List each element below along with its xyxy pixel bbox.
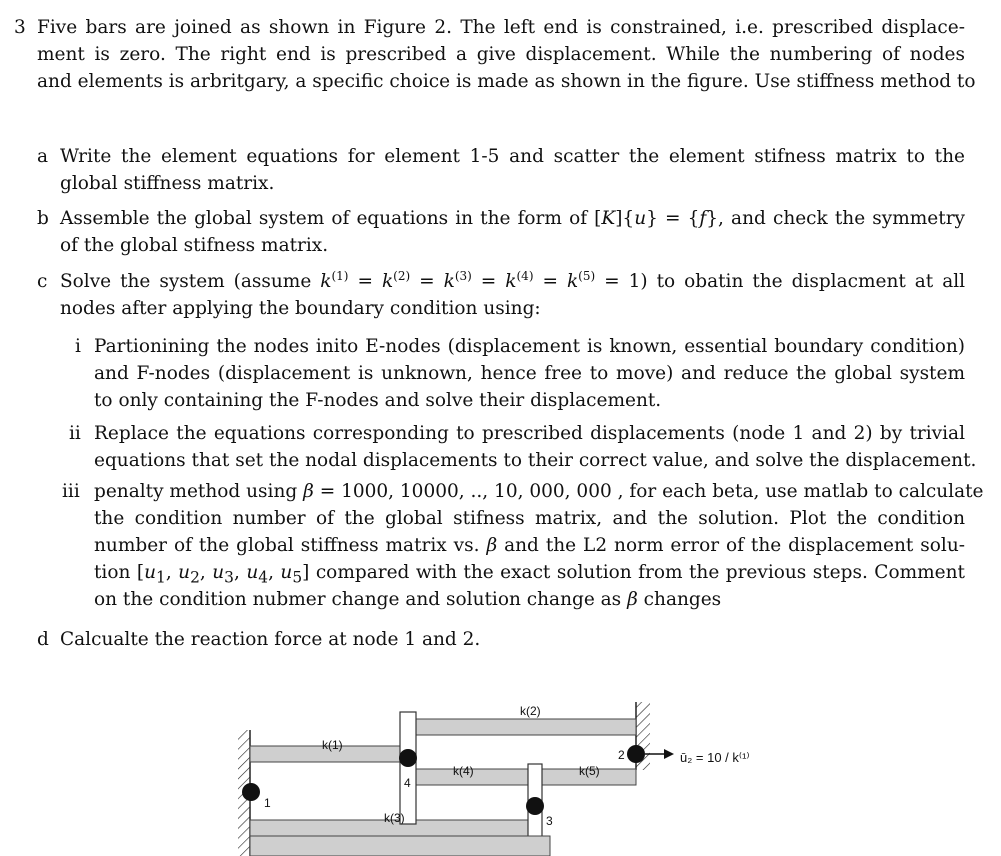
part-c-ii-line-2: equations that set the nodal displacements to their correct value, and solve the displacement. (94, 450, 977, 471)
part-b-line-2: of the global stifness matrix. (60, 235, 329, 256)
label-k1: k(1) (322, 738, 343, 752)
part-c-iii-line-5: on the condition nubmer change and solution change as β changes (94, 589, 722, 610)
intro-line-2: ment is zero. The right end is prescribed a give displacement. While the numbering of nodes (37, 44, 965, 65)
problem-number: 3 (14, 17, 26, 38)
part-c-iii-line-1: penalty method using β = 1000, 10000, .., 10, 000, 000 , for each beta, use matlab to calculate (94, 481, 984, 502)
part-c-i-line-2: and F-nodes (displacement is unknown, hence free to move) and reduce the global system (94, 363, 965, 384)
part-a-line-2: global stiffness matrix. (60, 173, 275, 194)
part-a-label: a (37, 146, 49, 167)
part-d-text: Calcualte the reaction force at node 1 and 2. (60, 629, 481, 650)
part-c-iii-line-2: the condition number of the global stifness matrix, and the solution. Plot the condition (94, 508, 965, 529)
part-c-ii-label: ii (69, 423, 81, 444)
node-3-dot (526, 797, 544, 815)
label-k2: k(2) (520, 704, 541, 718)
part-c-label: c (37, 271, 48, 292)
part-b-label: b (37, 208, 49, 229)
part-c-line-1: Solve the system (assume $k^{(1)} = k^{(2)} = k^{(3)} = k^{(4)} = k^{(5)} = 1$) to obatin the displacment at all (60, 269, 966, 292)
label-node-3: 3 (546, 814, 553, 828)
node-1-dot (242, 783, 260, 801)
intro-line-1: Five bars are joined as shown in Figure 2. The left end is constrained, i.e. prescribed displace- (37, 17, 965, 38)
label-prescribed-displacement: ū₂ = 10 / k⁽¹⁾ (680, 750, 750, 765)
label-node-4: 4 (404, 776, 411, 790)
part-b-line-1: Assemble the global system of equations in the form of [K]{u} = {f}, and check the symmetry (60, 208, 965, 229)
label-node-2: 2 (618, 748, 625, 762)
part-c-i-line-1: Partionining the nodes inito E-nodes (displacement is known, essential boundary condition) (94, 336, 965, 357)
intro-line-3: and elements is arbritgary, a specific choice is made as shown in the figure. Use stiffness method to (37, 71, 976, 92)
node-2-dot (627, 745, 645, 763)
label-k4: k(4) (453, 764, 474, 778)
node-4-dot (399, 749, 417, 767)
part-c-ii-line-1: Replace the equations corresponding to prescribed displacements (node 1 and 2) by trivial (94, 423, 965, 444)
label-k5: k(5) (579, 764, 600, 778)
part-d-label: d (37, 629, 49, 650)
label-k3: k(3) (384, 811, 405, 825)
part-c-i-label: i (75, 336, 81, 357)
part-a-line-1: Write the element equations for element 1-5 and scatter the element stifness matrix to the (60, 146, 965, 167)
bar-assembly-figure (0, 680, 1001, 856)
part-c-line-2: nodes after applying the boundary condition using: (60, 298, 541, 319)
part-c-iii-line-3: number of the global stiffness matrix vs. β and the L2 norm error of the displacement solu- (94, 535, 965, 556)
part-c-i-line-3: to only containing the F-nodes and solve their displacement. (94, 390, 662, 411)
label-node-1: 1 (264, 796, 271, 810)
part-c-iii-line-4: tion [$u_1$, $u_2$, $u_3$, $u_4$, $u_5$] compared with the exact solution from the previous steps. Comment (94, 562, 965, 587)
part-c-iii-label: iii (62, 481, 80, 502)
